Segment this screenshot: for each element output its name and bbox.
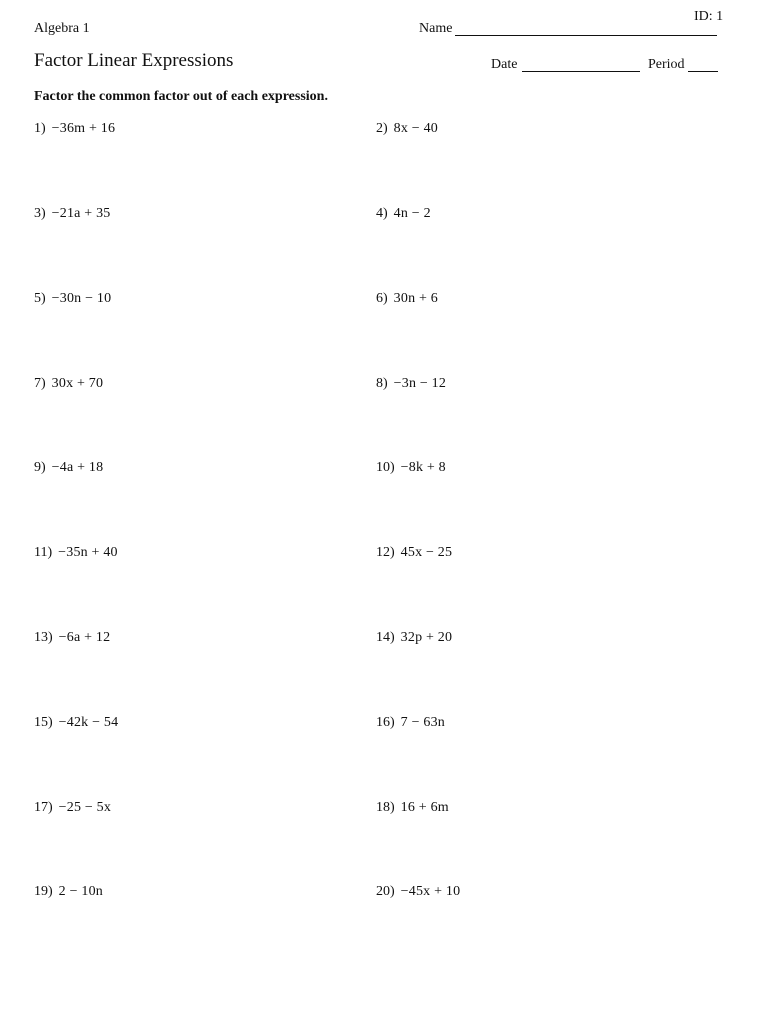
problem-expression: −30n − 10 (51, 291, 112, 306)
problem-item (34, 800, 111, 816)
problem-expression: 4n − 2 (393, 206, 431, 221)
problem-expression: −35n + 40 (58, 545, 118, 560)
problem-item (376, 460, 446, 476)
problem-number: 1) (34, 121, 46, 136)
problem-number: 20) (376, 884, 395, 899)
problem-number: 11) (34, 545, 53, 560)
problem-item (376, 376, 446, 392)
problem-expression: −8k + 8 (400, 460, 446, 475)
period-label: Period (648, 57, 685, 72)
problem-item (376, 800, 449, 816)
problem-number: 6) (376, 291, 388, 306)
problem-expression: 16 + 6m (400, 800, 449, 815)
date-label: Date (491, 57, 518, 72)
problem-item (34, 376, 103, 392)
problem-number: 4) (376, 206, 388, 221)
problem-item (34, 630, 110, 646)
problem-number: 9) (34, 460, 46, 475)
problem-expression: −3n − 12 (393, 376, 447, 391)
problem-item (34, 121, 115, 137)
problem-number: 14) (376, 630, 395, 645)
problem-expression: 45x − 25 (400, 545, 453, 560)
problem-expression: 30n + 6 (393, 291, 438, 306)
problem-expression: 30x + 70 (51, 376, 104, 391)
problem-number: 10) (376, 460, 395, 475)
date-field-line (522, 71, 640, 72)
problem-number: 15) (34, 715, 53, 730)
problem-number: 16) (376, 715, 395, 730)
problem-expression: 8x − 40 (393, 121, 438, 136)
problem-item (376, 715, 445, 731)
period-field-line (688, 71, 718, 72)
problem-item (34, 715, 118, 731)
instructions: Factor the common factor out of each expression. (34, 89, 328, 104)
page-title: Factor Linear Expressions (34, 50, 234, 71)
problem-expression: −45x + 10 (400, 884, 461, 899)
problem-item (34, 545, 118, 561)
name-field-line (455, 35, 717, 36)
problem-number: 12) (376, 545, 395, 560)
problem-expression: −6a + 12 (58, 630, 111, 645)
problem-number: 5) (34, 291, 46, 306)
problem-number: 7) (34, 376, 46, 391)
problem-number: 2) (376, 121, 388, 136)
problem-number: 17) (34, 800, 53, 815)
problem-item (376, 291, 438, 307)
problem-expression: −4a + 18 (51, 460, 104, 475)
problem-number: 3) (34, 206, 46, 221)
problem-item (376, 545, 452, 561)
problem-expression: −42k − 54 (58, 715, 119, 730)
course-name: Algebra 1 (34, 21, 90, 36)
problem-number: 8) (376, 376, 388, 391)
problem-number: 19) (34, 884, 53, 899)
problem-item (376, 884, 460, 900)
problem-item (34, 884, 103, 900)
problem-item (34, 206, 110, 222)
problem-number: 18) (376, 800, 395, 815)
problem-expression: 32p + 20 (400, 630, 453, 645)
problem-item (34, 291, 111, 307)
problem-expression: −36m + 16 (51, 121, 116, 136)
problem-expression: −21a + 35 (51, 206, 111, 221)
problem-item (376, 630, 452, 646)
problem-expression: 2 − 10n (58, 884, 103, 899)
problem-number: 13) (34, 630, 53, 645)
name-label: Name (419, 21, 453, 36)
problem-item (376, 121, 438, 137)
problem-expression: −25 − 5x (58, 800, 112, 815)
problem-item (376, 206, 431, 222)
worksheet-id: ID: 1 (694, 9, 724, 24)
problem-item (34, 460, 103, 476)
problem-expression: 7 − 63n (400, 715, 445, 730)
